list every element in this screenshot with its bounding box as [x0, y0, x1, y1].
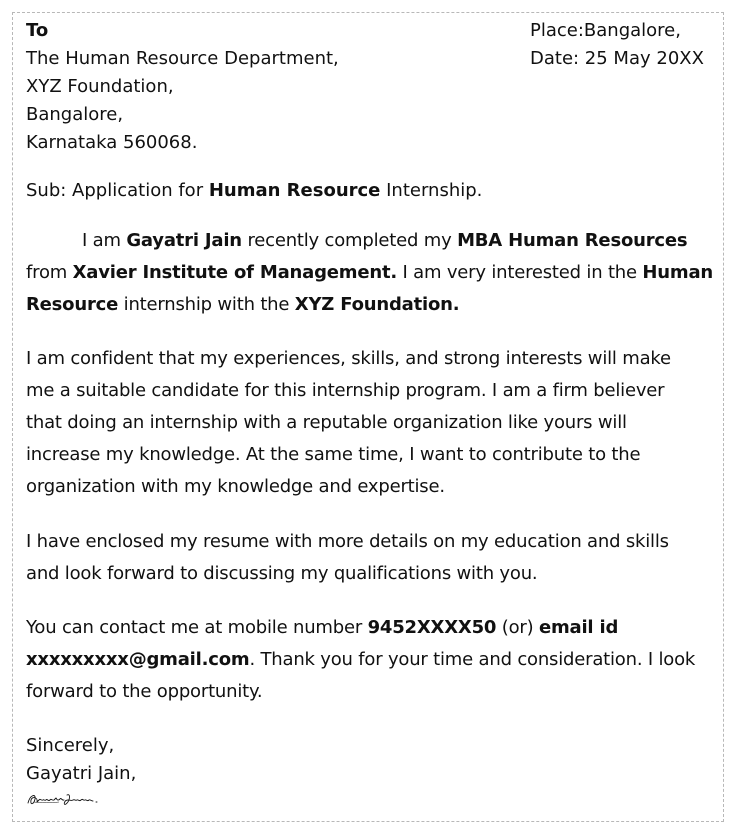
place-date — [530, 17, 720, 73]
subject-prefix: Sub: Application for — [26, 180, 209, 201]
contact-line-3: forward to the opportunity. — [26, 681, 263, 702]
recipient-state-pin: Karnataka 560068. — [26, 132, 198, 153]
intro-line-2 — [26, 257, 716, 289]
text: recently completed my — [241, 230, 458, 251]
salutation: Sincerely, — [26, 735, 115, 756]
place: Place:Bangalore, — [530, 20, 681, 41]
motivation-line: that doing an internship with a reputable organization like yours will — [26, 412, 627, 433]
motivation-line: increase my knowledge. At the same time, I want to contribute to the — [26, 444, 641, 465]
intro-paragraph — [26, 225, 716, 321]
contact-line-2 — [26, 644, 716, 676]
applicant-name: Gayatri Jain — [126, 230, 242, 251]
subject-suffix: Internship. — [380, 180, 483, 201]
mobile-number: 9452XXXX50 — [367, 617, 497, 638]
subject-role: Human Resource — [208, 180, 381, 201]
text: . Thank you for your time and consideration. I look — [249, 649, 696, 670]
email-address: xxxxxxxxx@gmail.com — [26, 649, 250, 670]
letter-page — [12, 12, 724, 822]
degree: MBA Human Resources — [457, 230, 688, 251]
text: (or) — [496, 617, 539, 638]
contact-paragraph — [26, 612, 716, 708]
text: from — [26, 262, 73, 283]
motivation-line: me a suitable candidate for this internship program. I am a firm believer — [26, 380, 665, 401]
to-label: To — [26, 20, 49, 41]
recipient-address — [26, 17, 466, 157]
field-part-2: Resource — [26, 294, 119, 315]
motivation-line: I am confident that my experiences, skills, and strong interests will make — [26, 348, 671, 369]
text: I am — [82, 230, 127, 251]
sender-name: Gayatri Jain, — [26, 763, 137, 784]
resume-paragraph — [26, 526, 716, 590]
intro-line-1 — [26, 225, 716, 257]
resume-line: I have enclosed my resume with more details on my education and skills — [26, 531, 669, 552]
text: internship with the — [118, 294, 295, 315]
recipient-city: Bangalore, — [26, 104, 124, 125]
institute: Xavier Institute of Management. — [72, 262, 397, 283]
closing-block — [26, 732, 326, 788]
organization-name: XYZ Foundation. — [294, 294, 460, 315]
contact-line-1 — [26, 612, 716, 644]
recipient-organization: XYZ Foundation, — [26, 76, 174, 97]
text: I am very interested in the — [397, 262, 643, 283]
field-part-1: Human — [642, 262, 714, 283]
motivation-line: organization with my knowledge and expertise. — [26, 476, 445, 497]
subject-line — [26, 177, 716, 205]
email-label: email id — [538, 617, 619, 638]
motivation-paragraph — [26, 343, 716, 503]
recipient-department: The Human Resource Department, — [26, 48, 339, 69]
signature-icon — [26, 787, 126, 811]
intro-line-3 — [26, 289, 716, 321]
text: You can contact me at mobile number — [26, 617, 368, 638]
date: Date: 25 May 20XX — [530, 48, 704, 69]
resume-line: and look forward to discussing my qualifications with you. — [26, 563, 538, 584]
